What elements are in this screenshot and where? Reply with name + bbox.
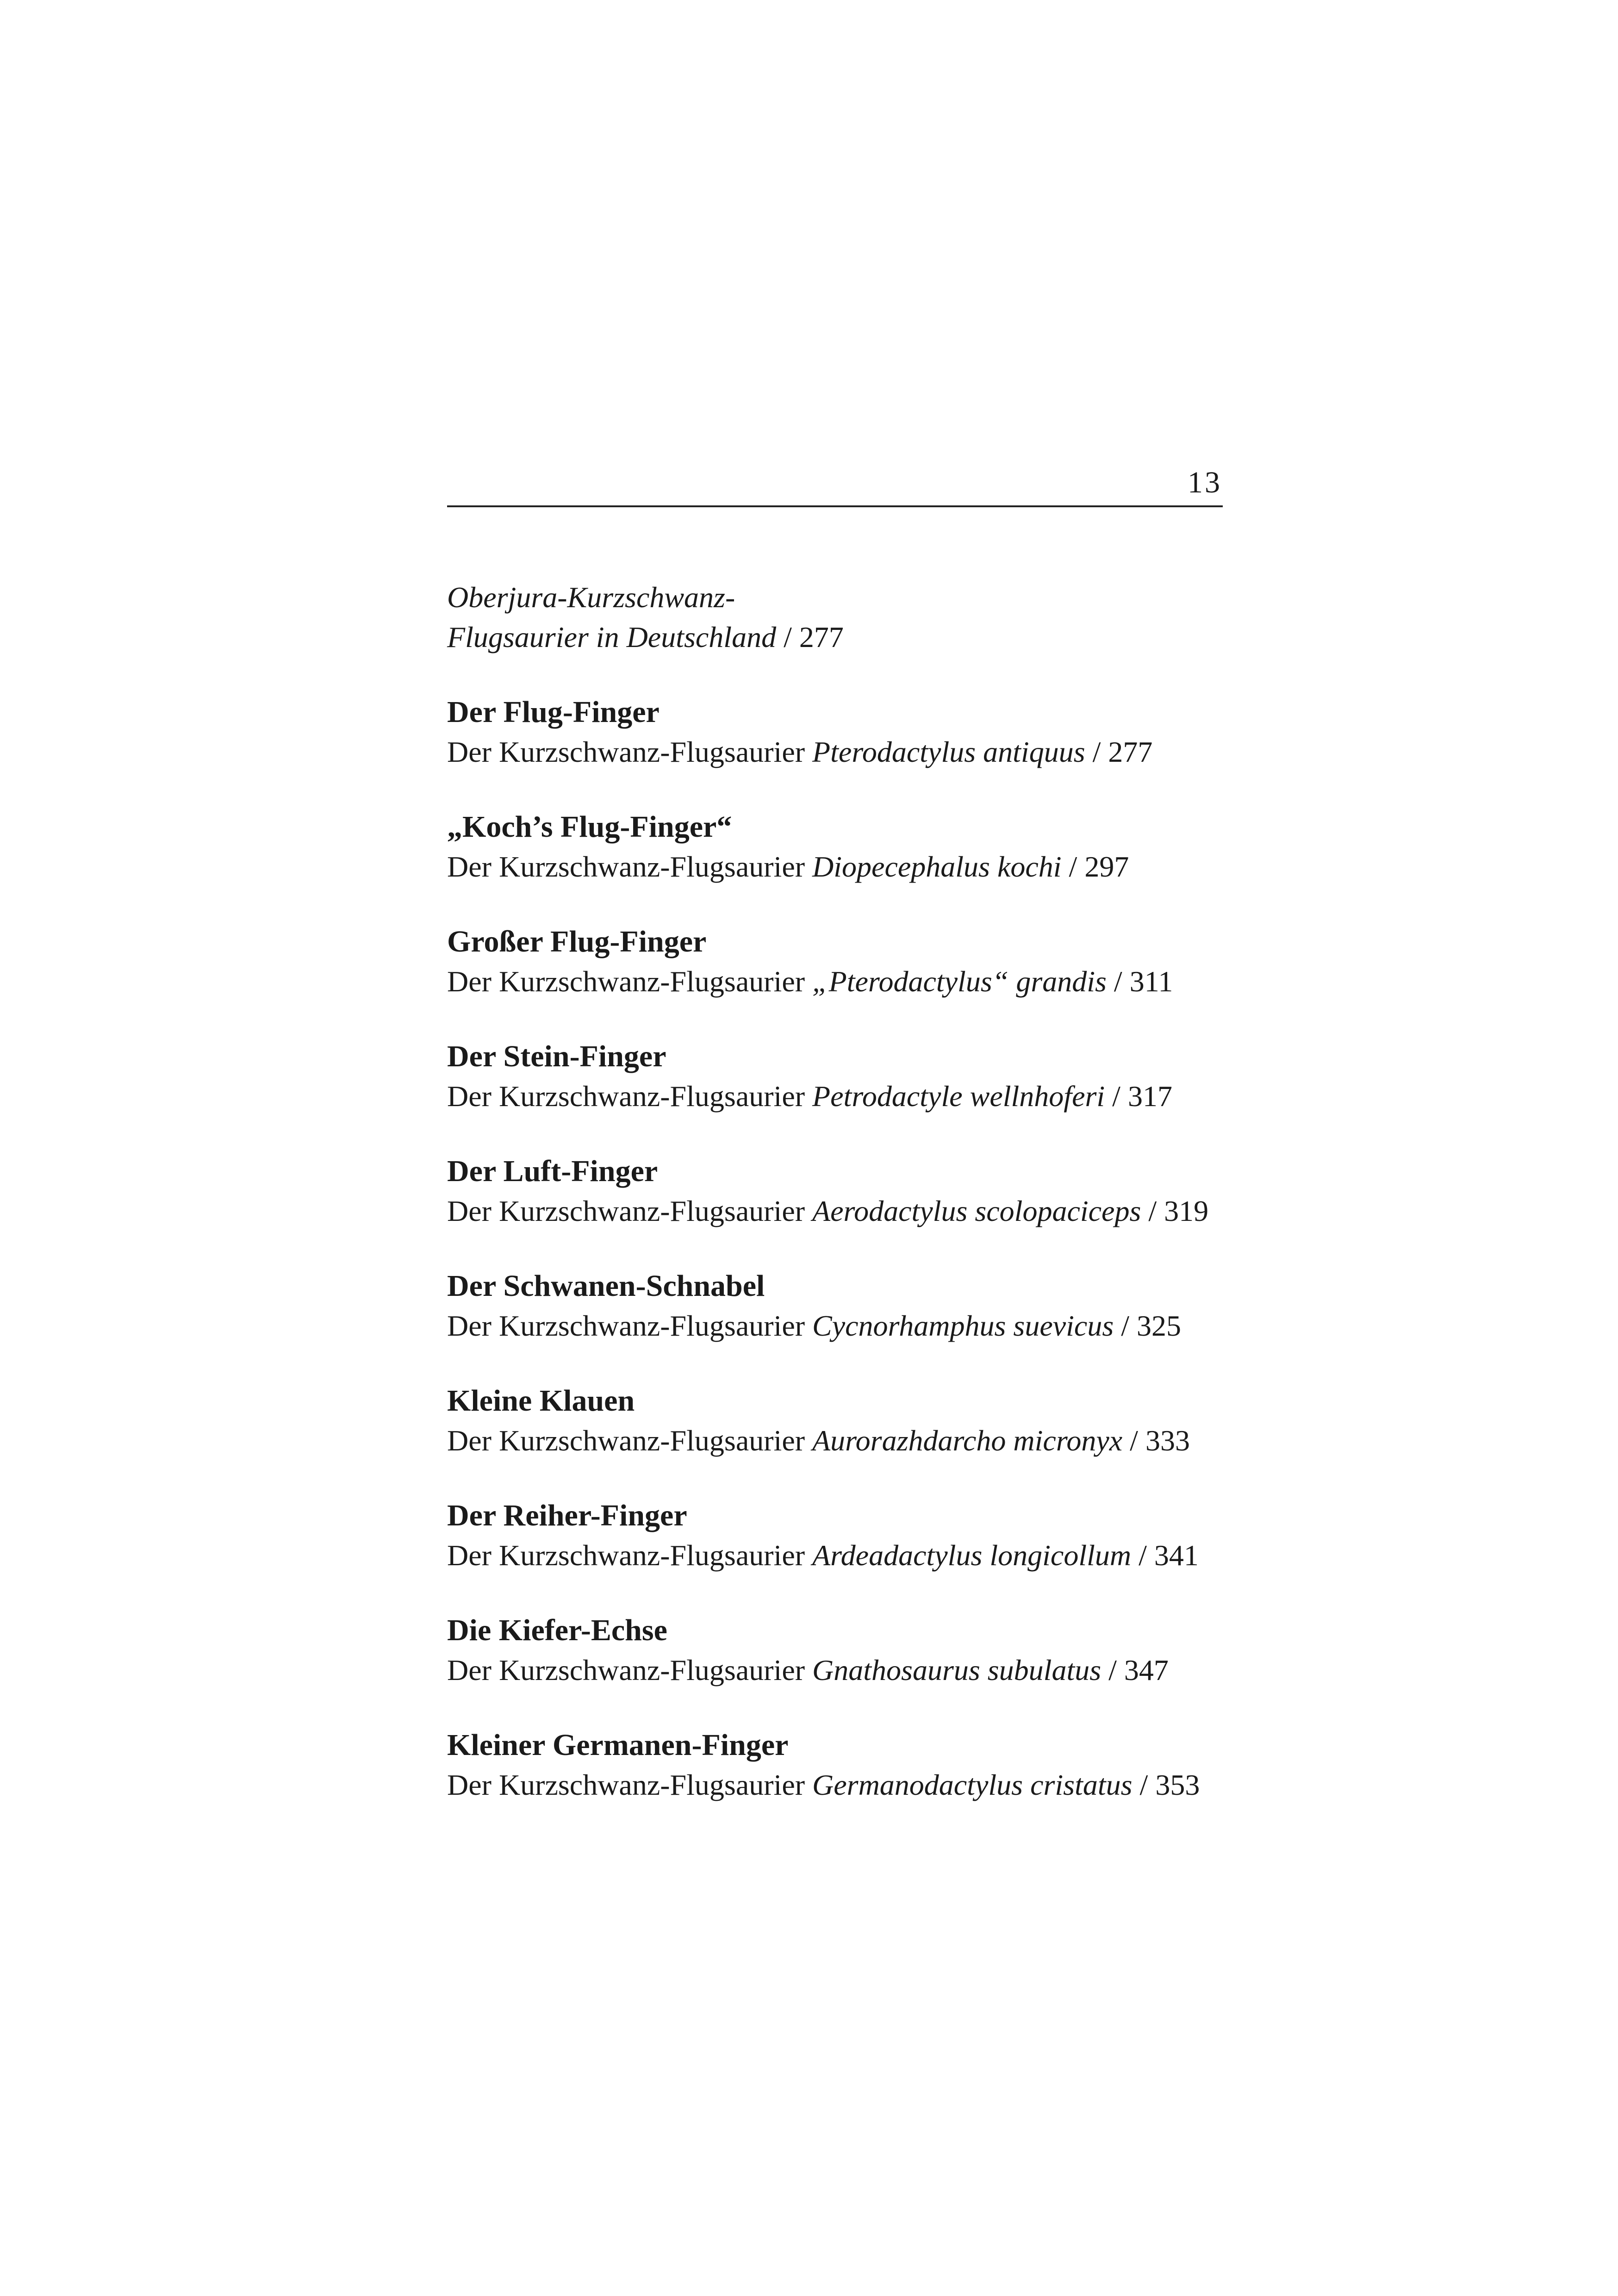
species-name: Pterodactylus antiquus [812, 735, 1085, 768]
entry-line [447, 1536, 1234, 1575]
entry-separator: / [1131, 1539, 1154, 1572]
entry-line [447, 847, 1234, 887]
species-name: Diopecephalus kochi [812, 850, 1062, 883]
entry-title: Kleine Klauen [447, 1384, 635, 1418]
entry-line [447, 1765, 1234, 1805]
entry-title: „Koch’s Flug-Finger“ [447, 810, 732, 844]
entry-page-ref: 347 [1124, 1654, 1169, 1686]
entry-page-ref: 277 [1108, 735, 1153, 768]
entry-prefix: Der Kurzschwanz-Flugsaurier [447, 850, 813, 883]
toc-entry [447, 1725, 1234, 1805]
header-rule [447, 505, 1223, 507]
intro-title: Flugsaurier in Deutschland [447, 621, 777, 653]
entry-prefix: Der Kurzschwanz-Flugsaurier [447, 1768, 813, 1801]
entry-separator: / [1122, 1424, 1145, 1457]
entry-line [447, 1421, 1234, 1461]
entry-separator: / [1141, 1195, 1164, 1227]
entry-page-ref: 319 [1164, 1195, 1209, 1227]
toc-entry [447, 1611, 1234, 1690]
species-name: „Pterodactylus“ grandis [812, 965, 1107, 998]
entry-prefix: Der Kurzschwanz-Flugsaurier [447, 1539, 813, 1572]
intro-line-2 [447, 617, 1234, 657]
entry-page-ref: 353 [1155, 1768, 1200, 1801]
entry-page-ref: 297 [1084, 850, 1129, 883]
species-name: Aerodactylus scolopaciceps [812, 1195, 1141, 1227]
toc-entry [447, 692, 1234, 772]
entry-separator: / [1114, 1309, 1137, 1342]
entry-line [447, 1306, 1234, 1346]
entry-page-ref: 333 [1145, 1424, 1190, 1457]
page-number: 13 [1188, 466, 1222, 499]
entry-prefix: Der Kurzschwanz-Flugsaurier [447, 1424, 813, 1457]
entry-separator: / [1085, 735, 1108, 768]
entry-line [447, 1191, 1234, 1231]
entry-separator: / [1132, 1768, 1156, 1801]
toc-entry [447, 1496, 1234, 1575]
toc-entry [447, 807, 1234, 887]
intro-separator: / [776, 621, 799, 653]
entry-title: Der Flug-Finger [447, 695, 660, 729]
entry-page-ref: 325 [1137, 1309, 1181, 1342]
entry-line [447, 1650, 1234, 1690]
species-name: Aurorazhdarcho micronyx [812, 1424, 1123, 1457]
toc-entry [447, 1266, 1234, 1346]
entry-title: Großer Flug-Finger [447, 925, 707, 958]
entry-line [447, 1076, 1234, 1116]
toc-entry [447, 922, 1234, 1002]
entry-page-ref: 311 [1129, 965, 1173, 998]
entry-title: Der Luft-Finger [447, 1154, 658, 1188]
entry-prefix: Der Kurzschwanz-Flugsaurier [447, 1654, 813, 1686]
intro-line-1: Oberjura-Kurzschwanz- [447, 581, 735, 614]
entry-page-ref: 317 [1127, 1080, 1172, 1113]
entry-page-ref: 341 [1154, 1539, 1199, 1572]
entry-prefix: Der Kurzschwanz-Flugsaurier [447, 1080, 813, 1113]
species-name: Germanodactylus cristatus [812, 1768, 1133, 1801]
entry-separator: / [1061, 850, 1085, 883]
species-name: Ardeadactylus longicollum [812, 1539, 1132, 1572]
entry-title: Der Stein-Finger [447, 1039, 666, 1073]
entry-title: Der Schwanen-Schnabel [447, 1269, 765, 1303]
toc-intro [447, 578, 1234, 657]
toc-entry [447, 1381, 1234, 1461]
toc-entry [447, 1151, 1234, 1231]
table-of-contents [447, 578, 1234, 1805]
entry-prefix: Der Kurzschwanz-Flugsaurier [447, 965, 813, 998]
entry-prefix: Der Kurzschwanz-Flugsaurier [447, 1309, 813, 1342]
entry-line [447, 732, 1234, 772]
species-name: Cycnorhamphus suevicus [812, 1309, 1114, 1342]
toc-entry [447, 1037, 1234, 1116]
entry-separator: / [1106, 965, 1130, 998]
entry-prefix: Der Kurzschwanz-Flugsaurier [447, 1195, 813, 1227]
entry-separator: / [1101, 1654, 1124, 1686]
entry-line [447, 962, 1234, 1002]
species-name: Petrodactyle wellnhoferi [812, 1080, 1105, 1113]
entry-title: Die Kiefer-Echse [447, 1613, 667, 1647]
intro-page-ref: 277 [799, 621, 844, 653]
entry-title: Kleiner Germanen-Finger [447, 1728, 789, 1762]
entry-separator: / [1105, 1080, 1128, 1113]
entry-prefix: Der Kurzschwanz-Flugsaurier [447, 735, 813, 768]
species-name: Gnathosaurus subulatus [812, 1654, 1101, 1686]
entry-title: Der Reiher-Finger [447, 1499, 687, 1532]
